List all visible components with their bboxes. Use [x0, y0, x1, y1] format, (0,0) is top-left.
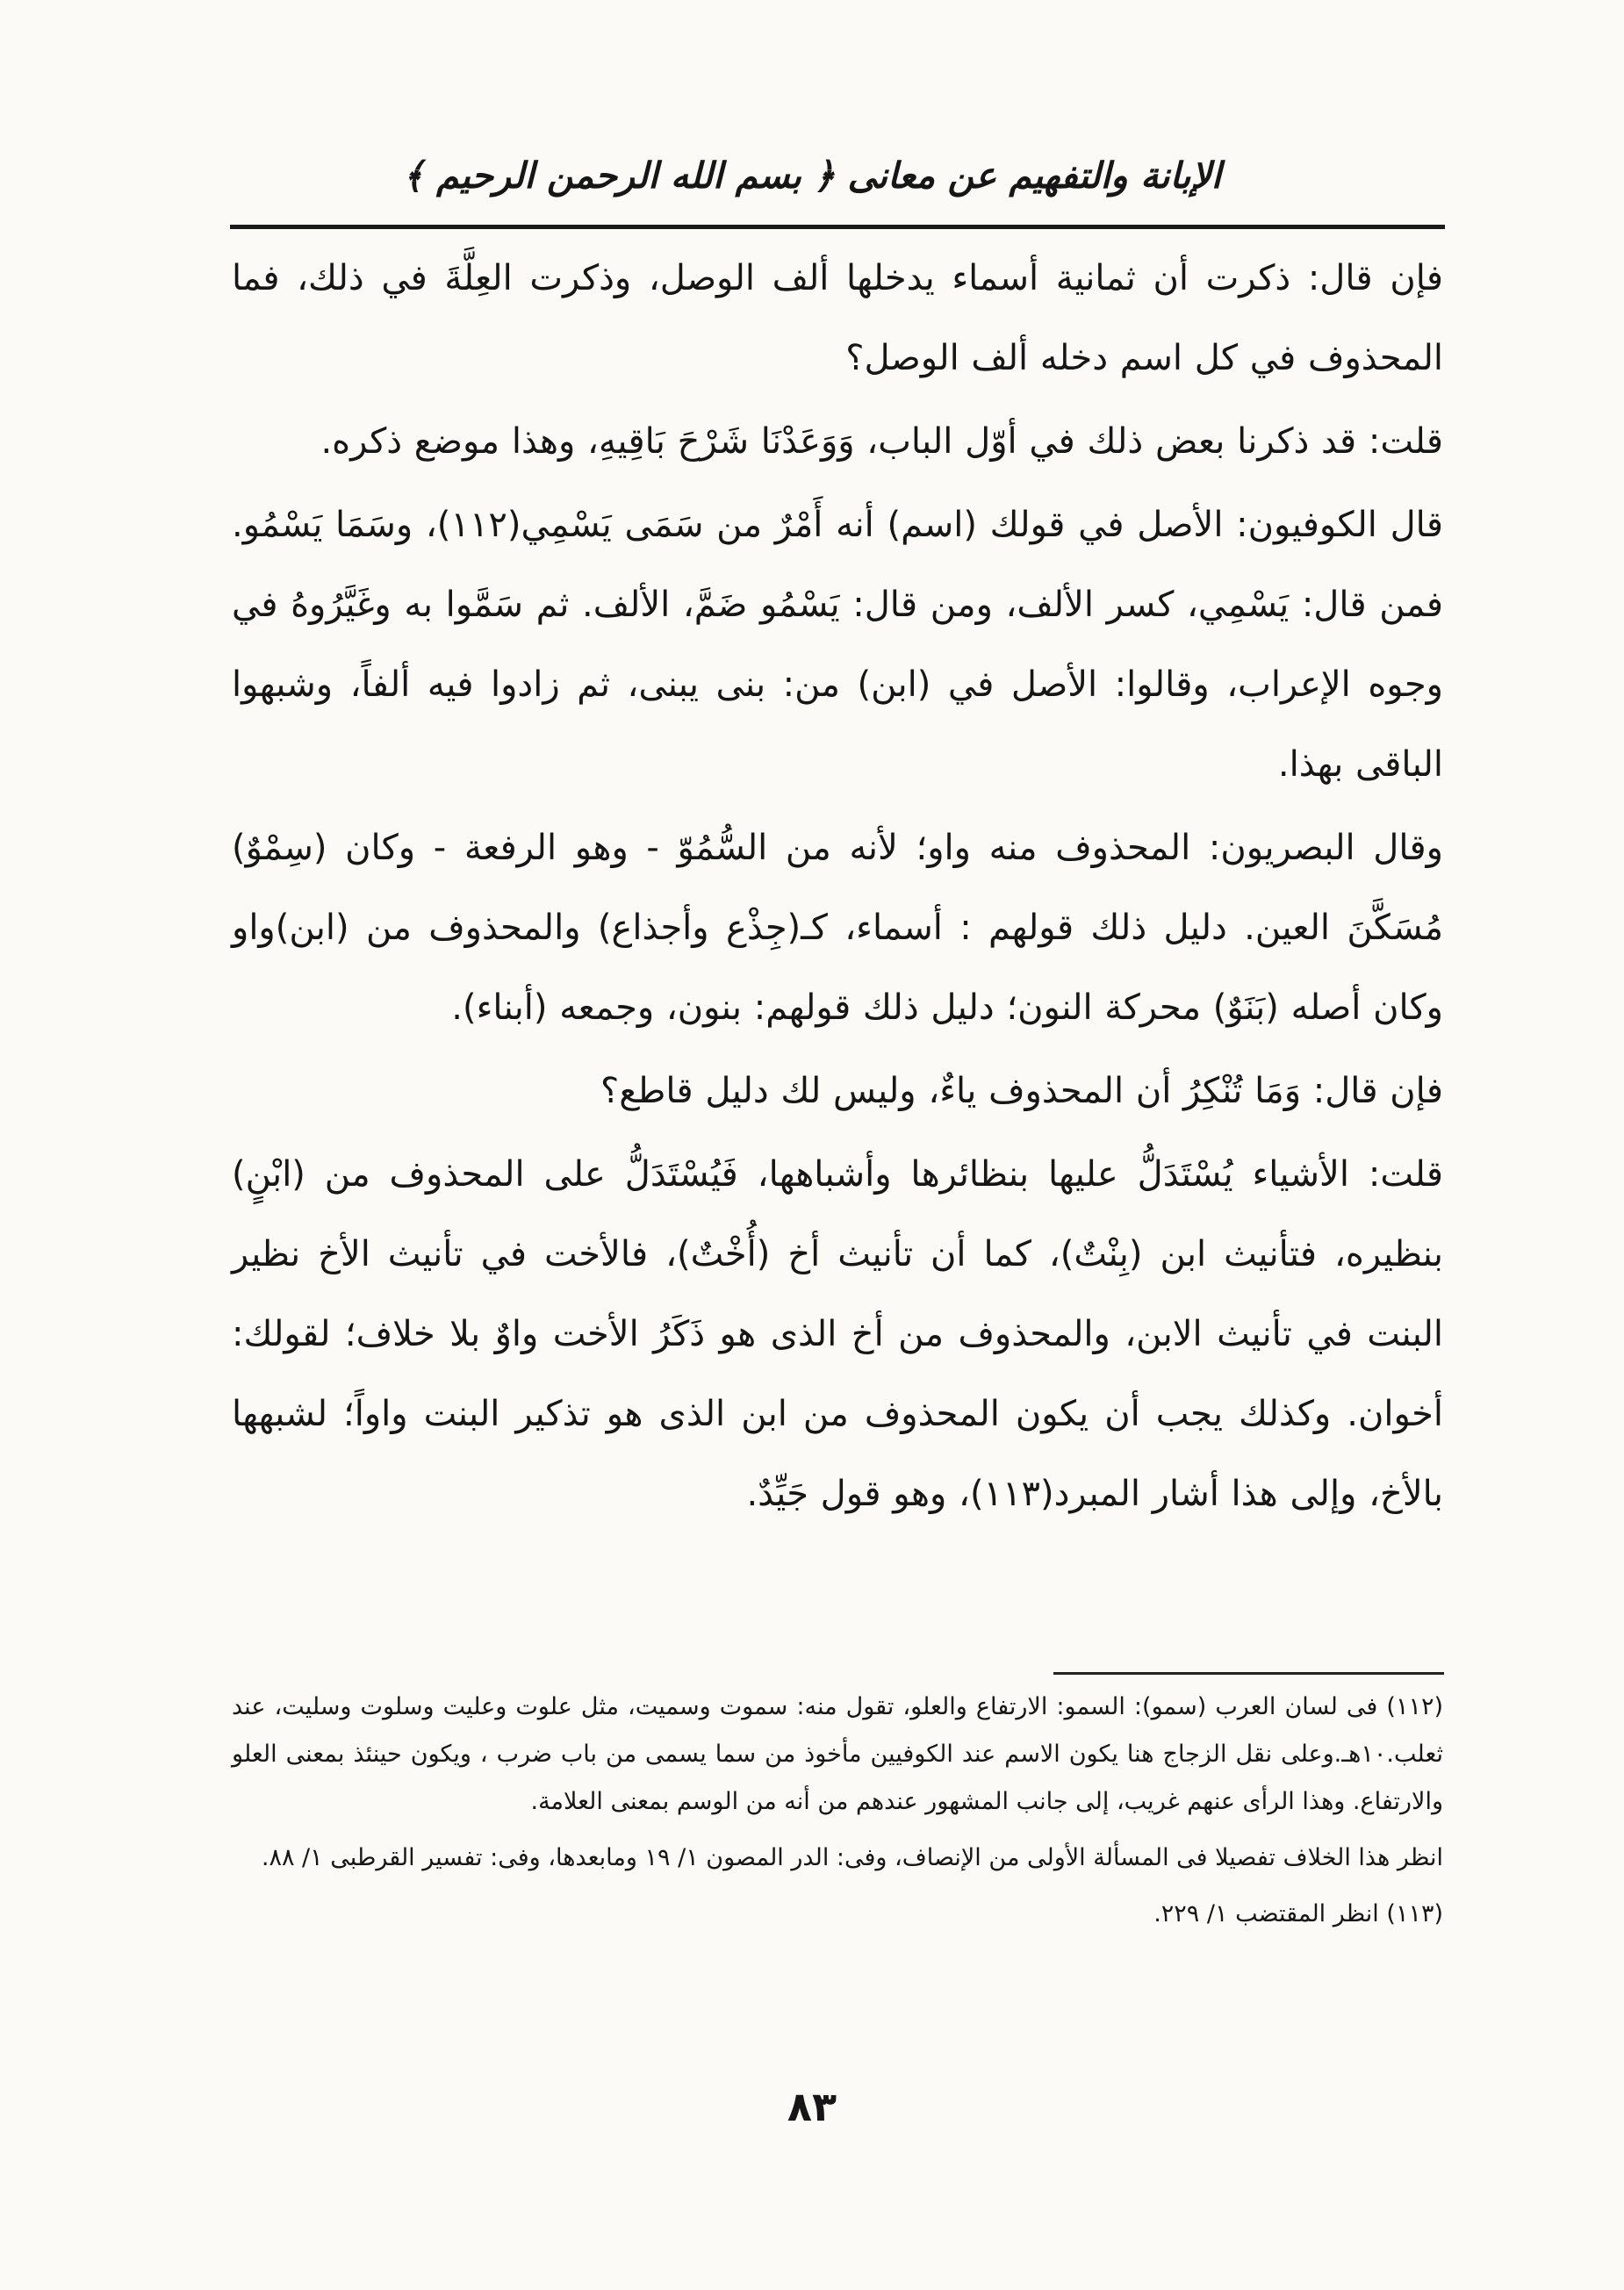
- footnote-separator: [1053, 1672, 1444, 1675]
- paragraph-basran-view: وقال البصريون: المحذوف منه واو؛ لأنه من السُّمُوّ - وهو الرفعة - وكان (سِمْوٌ) مُسَكَّنَ العين. دليل ذلك قولهم : أسماء، كـ(جِذْع وأجذاع) والمحذوف من (ابن)واو وكان أصله (بَنَوٌ) محركة النون؛ دليل ذلك قولهم: بنون، وجمعه (أبناء).: [232, 828, 1443, 1028]
- footnote-112: (١١٢) فى لسان العرب (سمو): السمو: الارتفاع والعلو، تقول منه: سموت وسميت، مثل علوت وعليت وسلوت وسليت، عند ثعلب.١٠هـ.وعلى نقل الزجاج هنا يكون الاسم عند الكوفيين مأخوذ من سما يسمى من باب ضرب ، ويكون حينئذ بمعنى العلو والارتفاع. وهذا الرأى عنهم غريب، إلى جانب المشهور عندهم من أنه من الوسم بمعنى العلامة.: [232, 1693, 1443, 1815]
- footnote-112-continued: انظر هذا الخلاف تفصيلا فى المسألة الأولى من الإنصاف، وفى: الدر المصون ١/ ١٩ ومابعدها، وفى: تفسير القرطبى ١/ ٨٨.: [261, 1844, 1443, 1871]
- header-rule: [230, 225, 1445, 229]
- paragraph-kufan-view: قال الكوفيون: الأصل في قولك (اسم) أنه أَمْرٌ من سَمَى يَسْمِي(١١٢)، وسَمَا يَسْمُو. فمن قال: يَسْمِي، كسر الألف، ومن قال: يَسْمُو ضَمَّ، الألف. ثم سَمَّوا به وغَيَّرُوهُ في وجوه الإعراب، وقالوا: الأصل في (ابن) من: بنى يبنى، ثم زادوا فيه ألفاً، وشبهوا الباقى بهذا.: [232, 505, 1443, 785]
- running-header: الإبانة والتفهيم عن معانى ﴿ بسم الله الرحمن الرحيم ﴾: [402, 154, 1222, 197]
- paragraph-answer-reference: قلت: قد ذكرنا بعض ذلك في أوّل الباب، وَوَعَدْنَا شَرْحَ بَاقِيهِ، وهذا موضع ذكره.: [320, 421, 1443, 462]
- paragraph-objection: فإن قال: وَمَا تُنْكِرُ أن المحذوف ياءٌ، وليس لك دليل قاطع؟: [600, 1071, 1443, 1111]
- paragraph-question-hamzat-alwasl: فإن قال: ذكرت أن ثمانية أسماء يدخلها ألف الوصل، وذكرت العِلَّةَ في ذلك، فما المحذوف في كل اسم دخله ألف الوصل؟: [232, 258, 1443, 378]
- body-text: [232, 239, 1443, 1534]
- page-number: ٨٣: [787, 2083, 837, 2130]
- footnote-113: (١١٣) انظر المقتضب ١/ ٢٢٩.: [1153, 1900, 1443, 1927]
- footnotes: [232, 1683, 1443, 1938]
- paragraph-response: قلت: الأشياء يُسْتَدَلُّ عليها بنظائرها وأشباهها، فَيُسْتَدَلُّ على المحذوف من (ابْنٍ) بنظيره، فتأنيث ابن (بِنْتٌ)، كما أن تأنيث أخ (أُخْتٌ)، فالأخت في تأنيث الأخ نظير البنت في تأنيث الابن، والمحذوف من أخ الذى هو ذَكَرُ الأخت واوٌ بلا خلاف؛ لقولك: أخوان. وكذلك يجب أن يكون المحذوف من ابن الذى هو تذكير البنت واواً؛ لشبهها بالأخ، وإلى هذا أشار المبرد(١١٣)، وهو قول جَيِّدٌ.: [232, 1154, 1443, 1514]
